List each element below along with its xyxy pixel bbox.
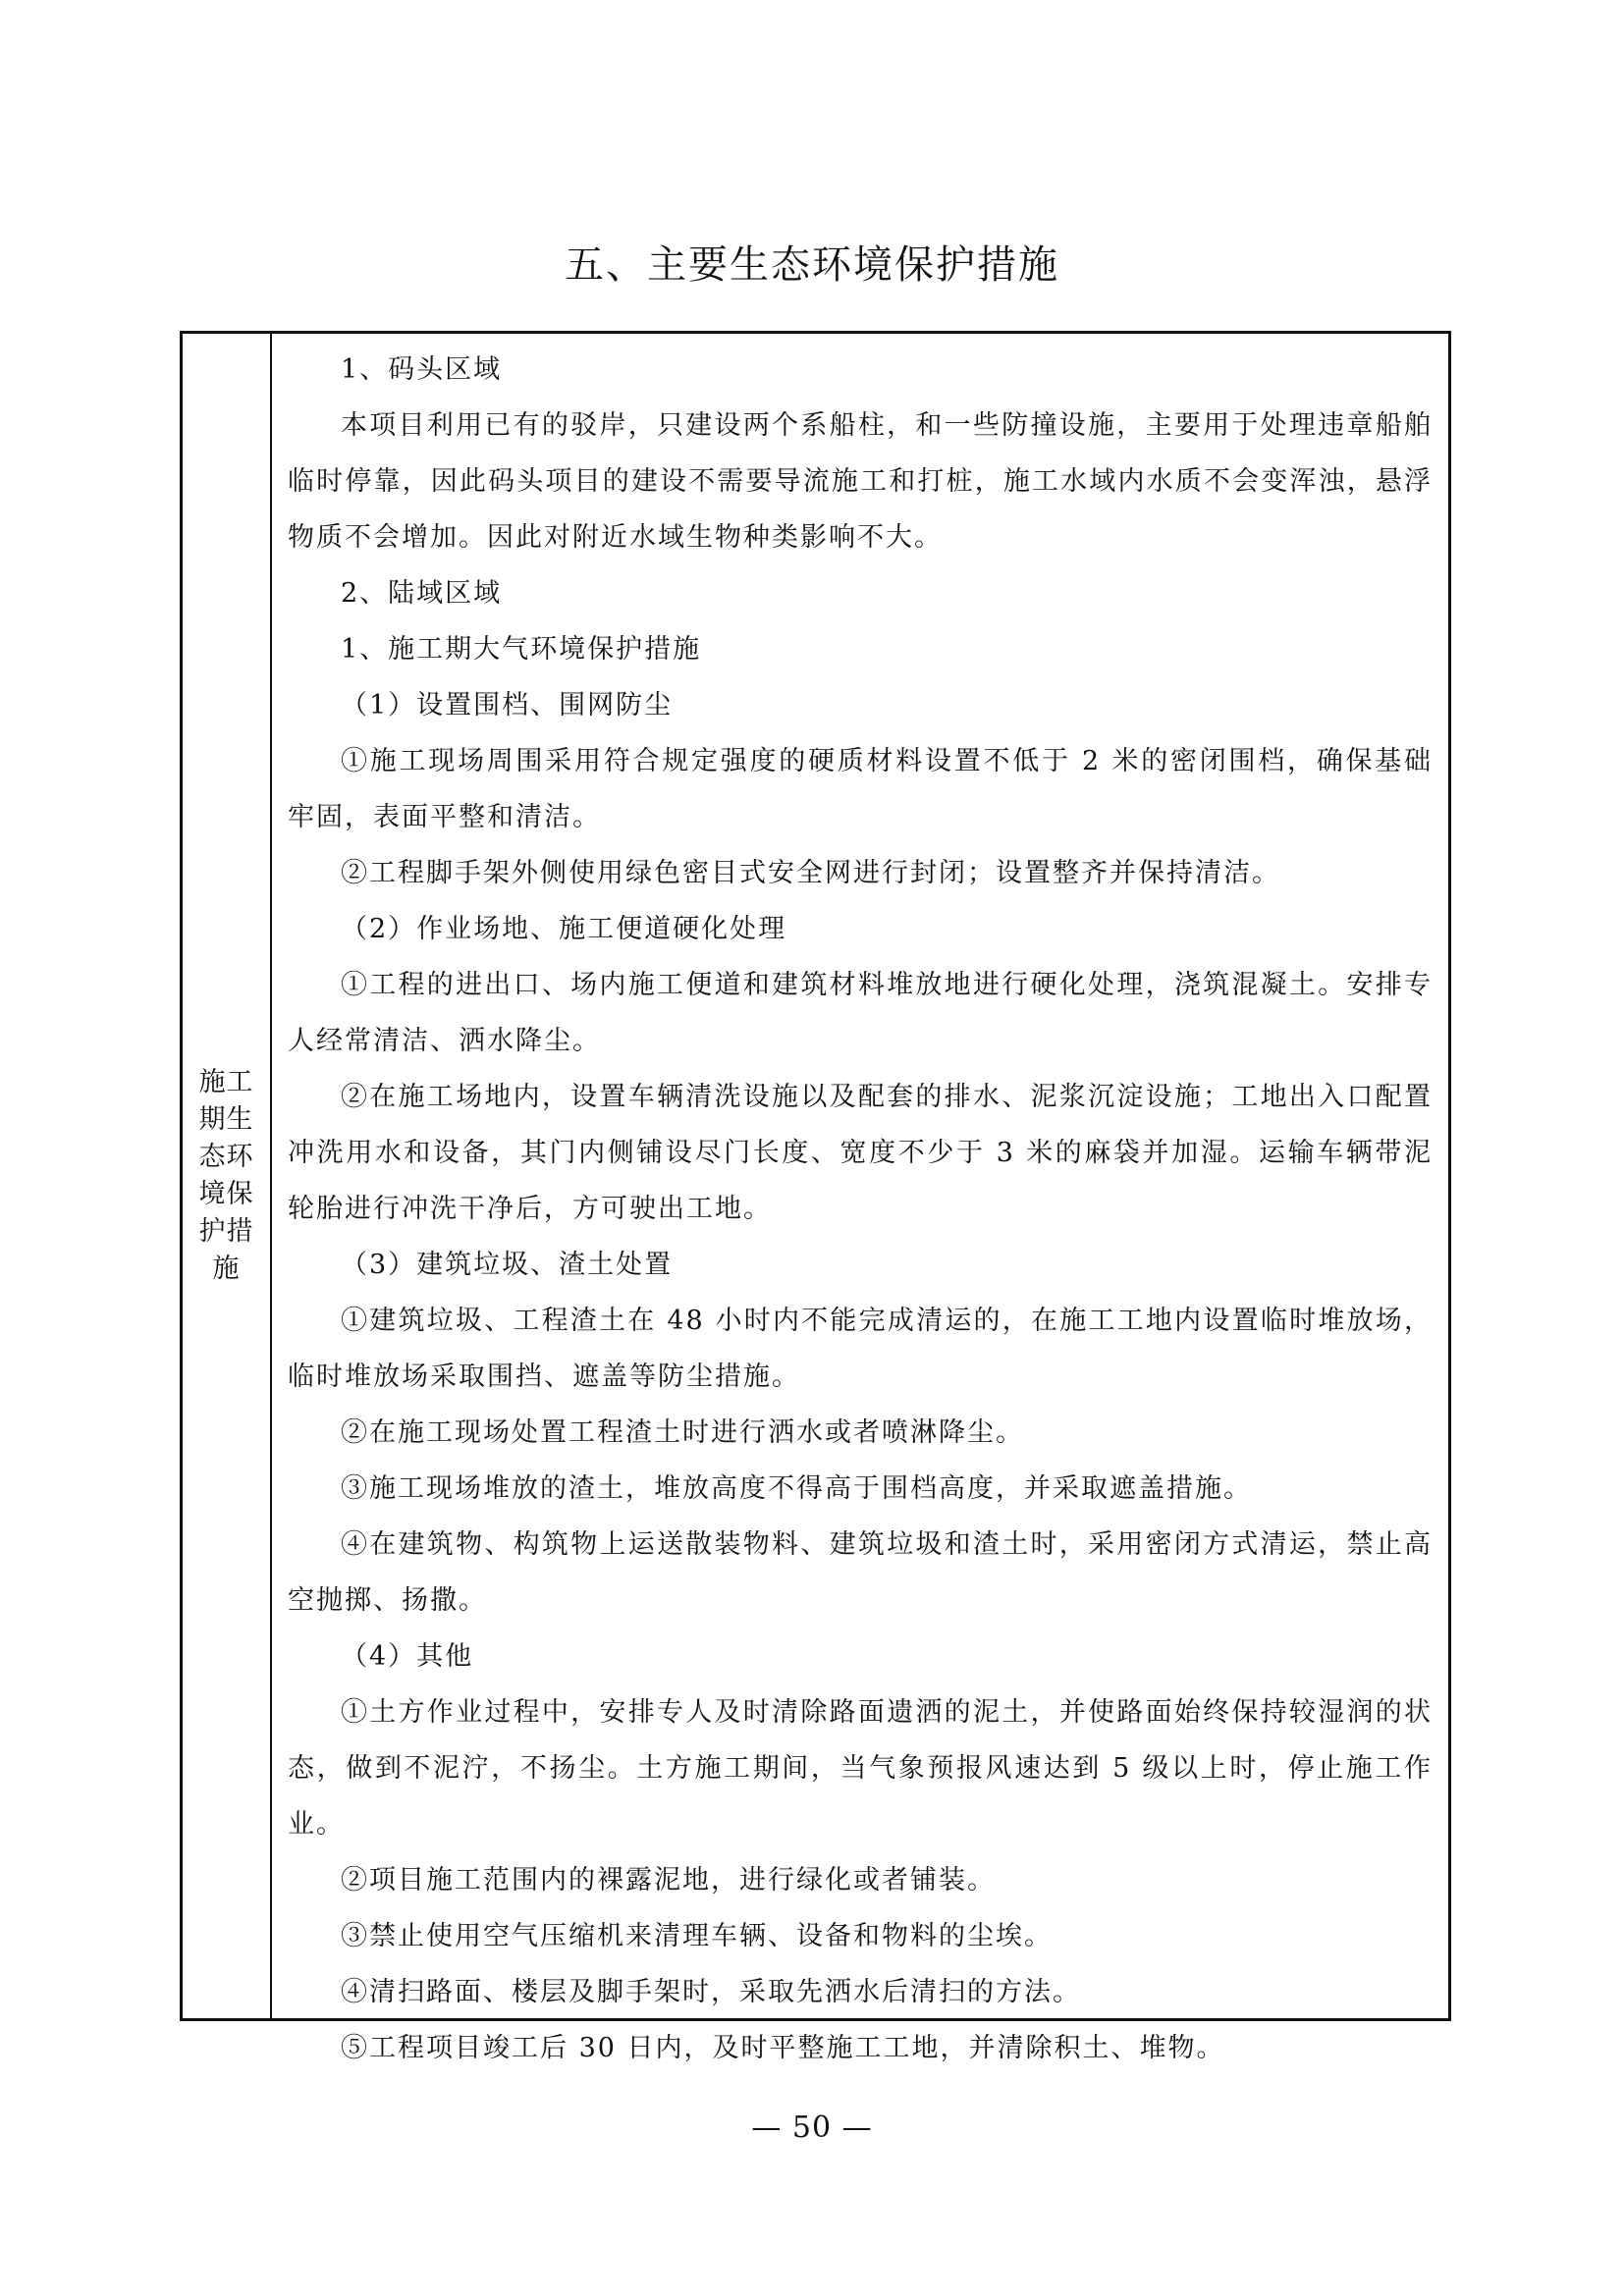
paragraph: 1、码头区域: [341, 354, 503, 385]
paragraph: （2）作业场地、施工便道硬化处理: [341, 914, 787, 944]
measures-table: [180, 331, 1451, 2063]
paragraph: ④清扫路面、楼层及脚手架时，采取先洒水后清扫的方法。: [341, 1977, 1081, 2007]
paragraph: ②在施工现场处置工程渣土时进行洒水或者喷淋降尘。: [341, 1417, 1024, 1448]
paragraph: ②工程脚手架外侧使用绿色密目式安全网进行封闭；设置整齐并保持清洁。: [341, 858, 1280, 888]
paragraph: ①施工现场周围采用符合规定强度的硬质材料设置不低于 2 米的密闭围档，确保基础牢固，表面平整和清洁。: [288, 746, 1433, 832]
page-title: 五、主要生态环境保护措施: [565, 242, 1059, 288]
paragraph: ④在建筑物、构筑物上运送散装物料、建筑垃圾和渣土时，采用密闭方式清运，禁止高空抛掷、扬撒。: [288, 1529, 1433, 1616]
paragraph: （1）设置围档、围网防尘: [341, 690, 674, 721]
paragraph: ⑤工程项目竣工后 30 日内，及时平整施工工地，并清除积土、堆物。: [341, 2033, 1225, 2063]
measures-content: [272, 334, 1448, 2063]
paragraph: ②在施工场地内，设置车辆清洗设施以及配套的排水、泥浆沉淀设施；工地出入口配置冲洗用水和设备，其门内侧铺设尽门长度、宽度不少于 3 米的麻袋并加湿。运输车辆带泥轮胎进行冲洗干净后，方可驶出工地。: [288, 1082, 1433, 1224]
paragraph: ③禁止使用空气压缩机来清理车辆、设备和物料的尘埃。: [341, 1921, 1053, 1951]
paragraph: 2、陆域区域: [341, 578, 503, 609]
paragraph: ②项目施工范围内的裸露泥地，进行绿化或者铺装。: [341, 1865, 996, 1896]
paragraph: 本项目利用已有的驳岸，只建设两个系船柱，和一些防撞设施，主要用于处理违章船舶临时停靠，因此码头项目的建设不需要导流施工和打桩，施工水域内水质不会变浑浊，悬浮物质不会增加。因此对附近水域生物种类影响不大。: [288, 410, 1433, 553]
paragraph: （3）建筑垃圾、渣土处置: [341, 1250, 674, 1280]
category-label: 施工期生态环境保护措施: [198, 1067, 254, 1284]
paragraph: ①土方作业过程中，安排专人及时清除路面遗洒的泥土，并使路面始终保持较湿润的状态，做到不泥泞，不扬尘。土方施工期间，当气象预报风速达到 5 级以上时，停止施工作业。: [288, 1697, 1433, 1840]
paragraph: ①工程的进出口、场内施工便道和建筑材料堆放地进行硬化处理，浇筑混凝土。安排专人经常清洁、洒水降尘。: [288, 970, 1433, 1056]
page-number: — 50 —: [751, 2110, 873, 2145]
paragraph: ①建筑垃圾、工程渣土在 48 小时内不能完成清运的，在施工工地内设置临时堆放场，临时堆放场采取围挡、遮盖等防尘措施。: [288, 1306, 1433, 1392]
category-cell: [183, 334, 272, 2018]
paragraph: 1、施工期大气环境保护措施: [341, 634, 702, 665]
paragraph: （4）其他: [341, 1641, 474, 1672]
paragraph: ③施工现场堆放的渣土，堆放高度不得高于围档高度，并采取遮盖措施。: [341, 1473, 1252, 1504]
